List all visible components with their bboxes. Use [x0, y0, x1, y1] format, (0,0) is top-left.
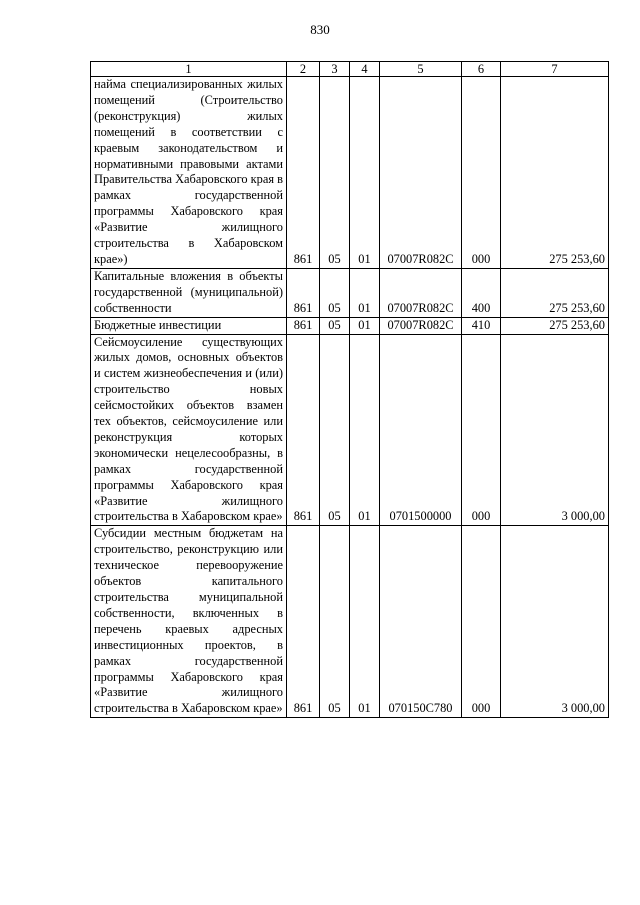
col-header-rz: 3 [320, 62, 350, 77]
row-csr: 07007R082C [380, 77, 462, 269]
table-row [91, 526, 609, 718]
row-grbs: 861 [287, 317, 320, 334]
row-pr: 01 [350, 526, 380, 718]
row-sum: 275 253,60 [501, 317, 609, 334]
table-row [91, 268, 609, 317]
col-header-grbs: 2 [287, 62, 320, 77]
row-name: Бюджетные инвестиции [91, 317, 287, 334]
budget-table [90, 61, 609, 718]
row-rz: 05 [320, 526, 350, 718]
row-csr: 0701500000 [380, 334, 462, 526]
table-row [91, 77, 609, 269]
row-name: найма специализированных жилых помещений (Строительство (реконструкция) жилых помещений в соответствии с краевым законодательством и нормативными правовыми актами Правительства Хабаровского края в рамках государственной программы Хабаровского края «Развитие жилищного строительства в Хабаровском крае») [91, 77, 287, 269]
row-sum: 275 253,60 [501, 268, 609, 317]
header-row [91, 62, 609, 77]
row-vr: 400 [462, 268, 501, 317]
col-header-sum: 7 [501, 62, 609, 77]
row-pr: 01 [350, 317, 380, 334]
row-csr: 07007R082C [380, 268, 462, 317]
col-header-csr: 5 [380, 62, 462, 77]
row-sum: 275 253,60 [501, 77, 609, 269]
row-sum: 3 000,00 [501, 526, 609, 718]
row-vr: 000 [462, 526, 501, 718]
row-grbs: 861 [287, 526, 320, 718]
row-vr: 000 [462, 334, 501, 526]
row-vr: 410 [462, 317, 501, 334]
row-grbs: 861 [287, 334, 320, 526]
table-row [91, 317, 609, 334]
row-rz: 05 [320, 268, 350, 317]
row-rz: 05 [320, 317, 350, 334]
row-name: Капитальные вложения в объекты государственной (муниципальной) собственности [91, 268, 287, 317]
row-pr: 01 [350, 334, 380, 526]
row-grbs: 861 [287, 77, 320, 269]
col-header-pr: 4 [350, 62, 380, 77]
row-csr: 07007R082C [380, 317, 462, 334]
row-name: Сейсмоусиление существующих жилых домов, основных объектов и систем жизнеобеспечения и (или) строительство новых сейсмостойких объектов взамен тех объектов, сейсмоусиление или реконструкция которых экономически нецелесообразны, в рамках государственной программы Хабаровского края «Развитие жилищного строительства в Хабаровском крае» [91, 334, 287, 526]
row-grbs: 861 [287, 268, 320, 317]
row-rz: 05 [320, 334, 350, 526]
col-header-name: 1 [91, 62, 287, 77]
row-sum: 3 000,00 [501, 334, 609, 526]
row-pr: 01 [350, 77, 380, 269]
col-header-vr: 6 [462, 62, 501, 77]
row-rz: 05 [320, 77, 350, 269]
row-name: Субсидии местным бюджетам на строительство, реконструкцию или техническое перевооружение объектов капитального строительства муниципальной собственности, включенных в перечень краевых адресных инвестиционных проектов, в рамках государственной программы Хабаровского края «Развитие жилищного строительства в Хабаровском крае» [91, 526, 287, 718]
table-row [91, 334, 609, 526]
page-number: 830 [310, 22, 330, 37]
row-pr: 01 [350, 268, 380, 317]
row-vr: 000 [462, 77, 501, 269]
row-csr: 070150C780 [380, 526, 462, 718]
